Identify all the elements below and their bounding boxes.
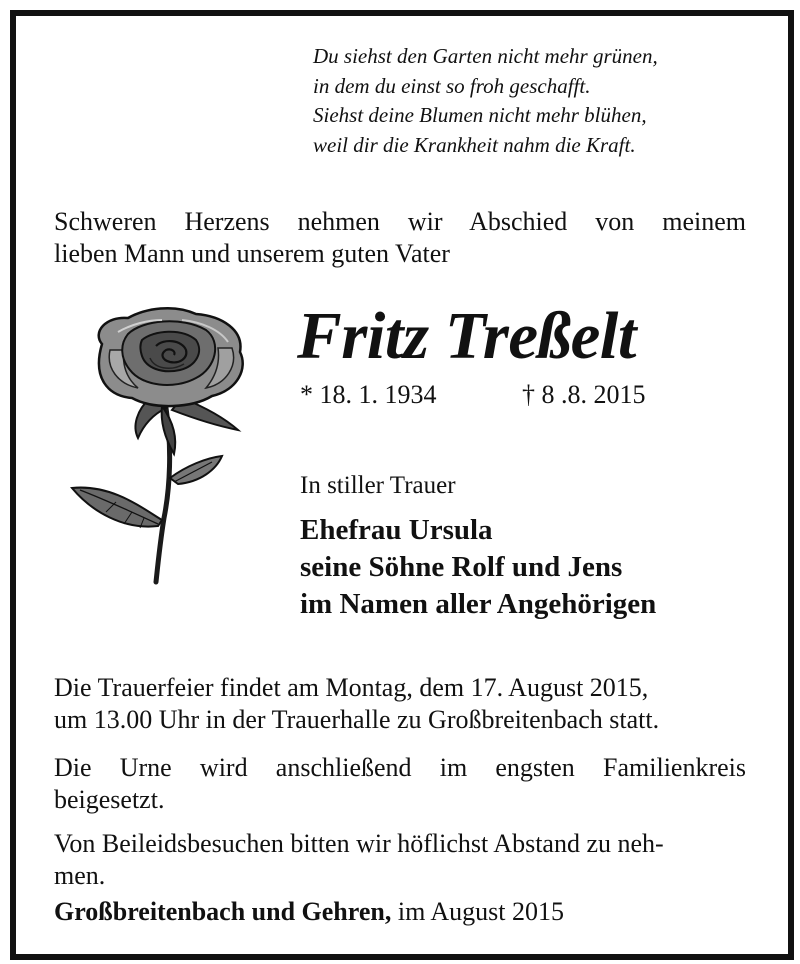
ceremony-text <box>54 672 746 736</box>
condolence-line: men. <box>54 861 106 890</box>
deceased-name: Fritz Treßelt <box>297 299 637 373</box>
ceremony-line: Die Trauerfeier findet am Montag, dem 17. August 2015, <box>54 673 649 702</box>
poem-line: Du siehst den Garten nicht mehr grünen, <box>313 44 658 68</box>
poem <box>313 42 763 160</box>
intro-text <box>54 206 746 270</box>
condolence-text <box>54 828 746 892</box>
closing-place: Großbreitenbach und Gehren, <box>54 897 392 926</box>
mourner-line: seine Söhne Rolf und Jens <box>300 551 623 583</box>
intro-line: Schweren Herzens nehmen wir Abschied von meinem <box>54 207 746 236</box>
urn-line: beigesetzt. <box>54 785 165 814</box>
mourner-line: Ehefrau Ursula <box>300 514 493 546</box>
life-dates <box>300 379 646 411</box>
death-date: † 8 .8. 2015 <box>522 380 646 409</box>
mourners-list <box>300 512 656 623</box>
birth-date: * 18. 1. 1934 <box>300 380 437 409</box>
condolence-line: Von Beileidsbesuchen bitten wir höflichst Abstand zu neh- <box>54 829 664 858</box>
poem-line: Siehst deine Blumen nicht mehr blühen, <box>313 103 647 127</box>
urn-text <box>54 752 746 816</box>
poem-line: weil dir die Krankheit nahm die Kraft. <box>313 132 636 157</box>
rose-icon <box>62 298 262 588</box>
ceremony-line: um 13.00 Uhr in der Trauerhalle zu Großbreitenbach statt. <box>54 705 660 734</box>
mourning-intro: In stiller Trauer <box>300 472 456 499</box>
poem-line: in dem du einst so froh geschafft. <box>313 73 591 98</box>
closing-date: im August 2015 <box>391 897 564 926</box>
closing-line <box>54 896 746 928</box>
urn-line: Die Urne wird anschließend im engsten Familienkreis <box>54 753 746 782</box>
mourner-line: im Namen aller Angehörigen <box>300 588 657 620</box>
intro-line: lieben Mann und unserem guten Vater <box>54 239 450 268</box>
